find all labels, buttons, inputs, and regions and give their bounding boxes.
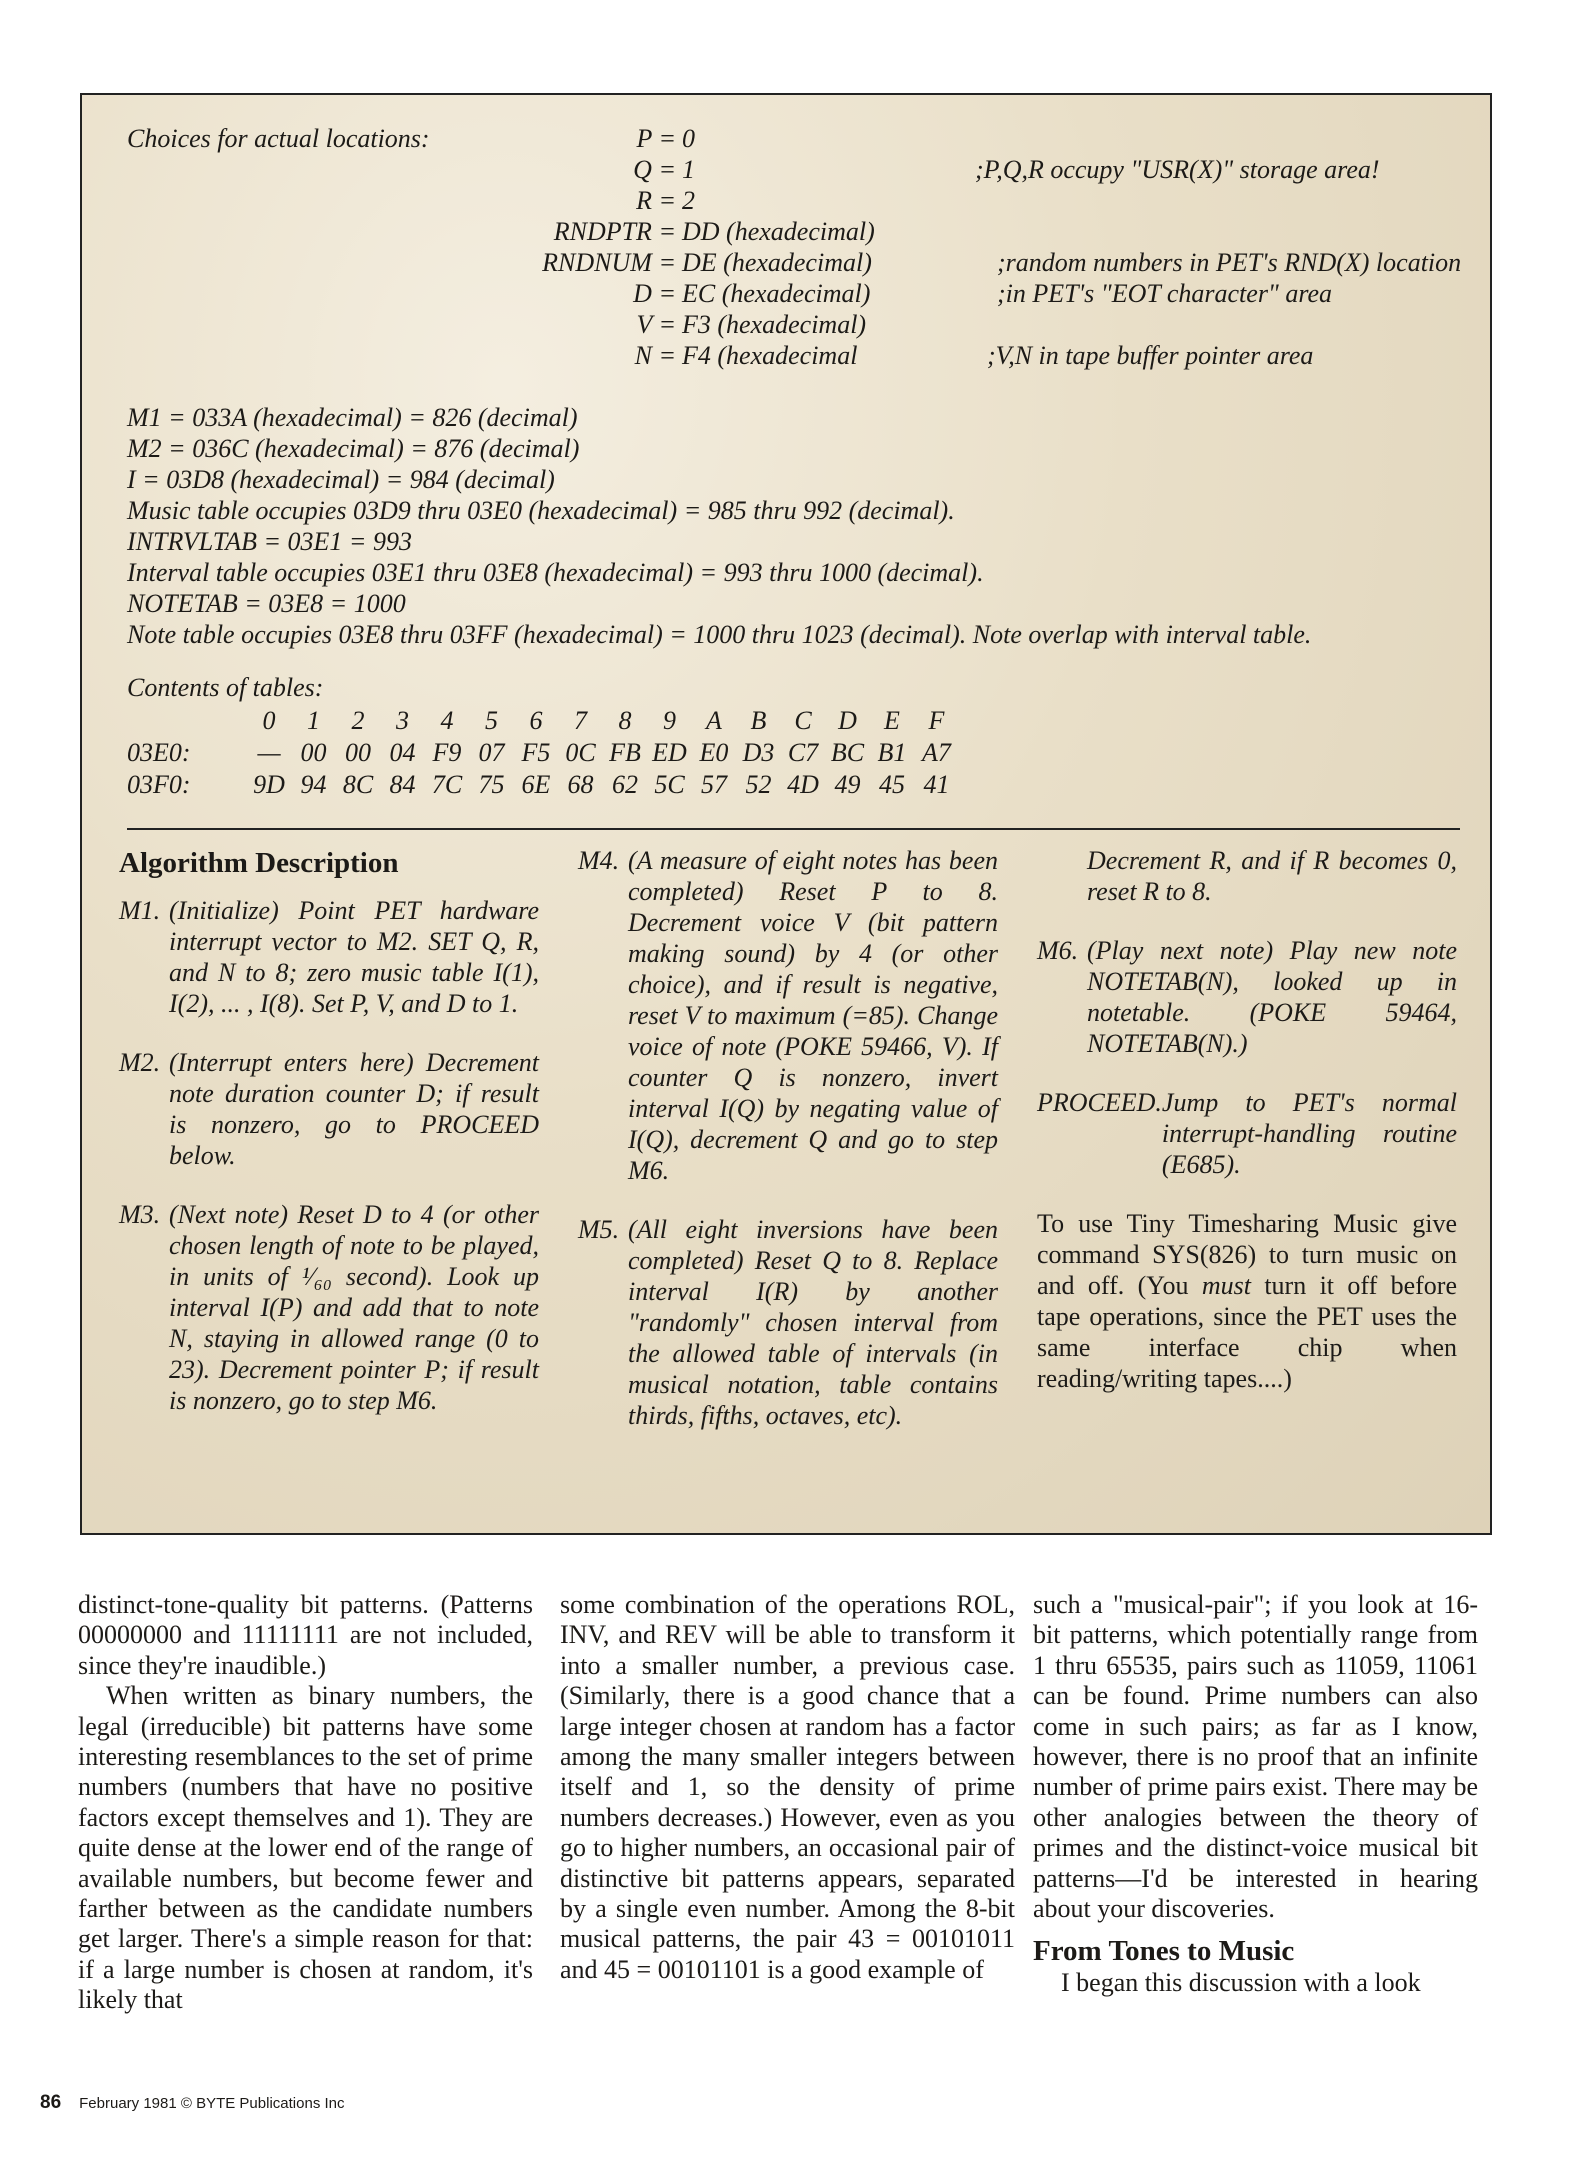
table-cell: 07 [478, 738, 505, 767]
step-m5: M5. (All eight inversions have been completed) Reset Q to 8. Replace interval I(R) by another "randomly" chosen interval from the allowed table of intervals (in musical notation, table contains thirds, fifths, octaves, etc). [578, 1215, 998, 1430]
table-header-cell: 9 [663, 706, 676, 735]
assignment-row: D = EC (hexadecimal) ;in PET's "EOT character" area [633, 279, 1333, 308]
table-header-cell: B [750, 706, 767, 735]
table-row: 03F0: 9D 94 8C 84 7C 75 6E 68 62 5C 57 52 4D 49 45 41 [127, 769, 1127, 801]
table-header-cell: E [884, 706, 900, 735]
body-column-3 [1033, 1590, 1478, 1999]
algorithm-column-1 [119, 845, 539, 1444]
table-cell: BC [830, 738, 865, 767]
section-heading: From Tones to Music [1033, 1935, 1295, 1968]
tables-label: Contents of tables: [127, 673, 324, 702]
step-m5-continued: Decrement R, and if R becomes 0, reset R to 8. [1087, 846, 1457, 906]
page-number: 86 [40, 2092, 62, 2113]
memory-line: Note table occupies 03E8 thru 03FF (hexadecimal) = 1000 thru 1023 (decimal). Note overlap with interval table. [127, 620, 1312, 649]
memory-line: Interval table occupies 03E1 thru 03E8 (hexadecimal) = 993 thru 1000 (decimal). [127, 558, 984, 587]
table-cell: 75 [478, 770, 505, 799]
table-cell: 68 [567, 770, 594, 799]
table-cell: ED [652, 738, 687, 767]
step-m2: M2. (Interrupt enters here) Decrement note duration counter D; if result is nonzero, go to PROCEED below. [119, 1048, 539, 1170]
choices-label: Choices for actual locations: [127, 124, 430, 153]
table-cell: 84 [389, 770, 416, 799]
table-cell: 5C [654, 770, 685, 799]
table-header-row [127, 705, 1127, 737]
table-row: 03E0: — 00 00 04 F9 07 F5 0C FB ED E0 D3 C7 BC B1 A7 [127, 737, 1127, 769]
assignment-row: N = F4 (hexadecimal ;V,N in tape buffer pointer area [634, 341, 1314, 370]
assignment-row: R = 2 [636, 186, 695, 215]
table-cell: 7C [431, 770, 463, 799]
table-cell: 9D [253, 770, 285, 799]
step-proceed: PROCEED. Jump to PET's normal interrupt-handling routine (E685). [1037, 1088, 1457, 1179]
body-paragraph: When written as binary numbers, the legal (irreducible) bit patterns have some interesting resemblances to the set of prime numbers (numbers that have no positive factors except themselves and 1). They are quite dense at the lower end of the range of available numbers, but become fewer and farther between as the candidate numbers get larger. There's a simple reason for that: if a large number is chosen at random, it's likely that [78, 1681, 533, 2015]
body-paragraph: some combination of the operations ROL, INV, and REV will be able to transform it into a smaller number, a previous case. (Similarly, there is a good chance that a large integer chosen at random has a factor among the many smaller integers between itself and 1, so the density of prime numbers decreases.) However, even as you go to higher numbers, an occasional pair of distinctive bit patterns appears, separated by a single even number. Among the 8-bit musical patterns, the pair 43 = 00101011 and 45 = 00101101 is a good example of [560, 1590, 1015, 1984]
table-cell: 00 [345, 738, 371, 767]
table-cell: F9 [432, 738, 462, 767]
step-m3: M3. (Next note) Reset D to 4 (or other chosen length of note to be played, in units of ¹⁄₆₀ second). Look up interval I(P) and add that to note N, staying in allowed range (0 to 23). Decrement pointer P; if result is nonzero, go to step M6. [119, 1200, 539, 1415]
table-header-cell: 0 [262, 706, 276, 735]
memory-line: INTRVLTAB = 03E1 = 993 [127, 527, 412, 556]
body-paragraph: such a "musical-pair"; if you look at 16-bit patterns, which potentially range from 1 thru 65535, pairs such as 11059, 11061 can be found. Prime numbers can also come in such pairs; as far as I know, however, there is no proof that an infinite number of prime pairs exist. There may be other analogies between the theory of primes and the distinct-voice musical bit patterns—I'd be interested in hearing about your discoveries. [1033, 1590, 1478, 1924]
memory-line: NOTETAB = 03E8 = 1000 [127, 589, 406, 618]
table-cell: C7 [787, 738, 819, 767]
table-cell: 62 [612, 770, 638, 799]
footer-text: February 1981 © BYTE Publications Inc [79, 2095, 345, 2112]
table-cell: — [257, 738, 281, 767]
table-header-cell: 5 [485, 706, 498, 735]
algorithm-column-3 [1037, 845, 1457, 1394]
body-column-1 [78, 1590, 533, 2016]
table-cell: 41 [923, 770, 950, 799]
table-cell: 6E [521, 770, 551, 799]
body-column-2 [560, 1590, 1015, 1985]
memory-line: M1 = 033A (hexadecimal) = 826 (decimal) [127, 403, 578, 432]
table-header-cell: 8 [618, 706, 632, 735]
table-header-cell: F [928, 706, 945, 735]
table-cell: 49 [834, 770, 861, 799]
table-cell: 52 [745, 770, 772, 799]
step-m4: M4. (A measure of eight notes has been completed) Reset P to 8. Decrement voice V (bit pattern making sound) by 4 (or other choice), and if result is negative, reset V to maximum (=85). Change voice of note (POKE 59466, V). If counter Q is nonzero, invert interval I(Q) by negating value of I(Q), decrement Q and go to step M6. [578, 846, 998, 1185]
table-cell: FB [609, 738, 641, 767]
algorithm-column-2 [578, 845, 998, 1459]
table-header-cell: 4 [440, 706, 454, 735]
table-cell: 45 [879, 770, 905, 799]
table-cell: 04 [389, 738, 416, 767]
table-cell: B1 [877, 738, 907, 767]
table-cell: 57 [701, 770, 727, 799]
table-cell: 4D [787, 770, 819, 799]
table-header-cell: 7 [574, 706, 587, 735]
assignment-row: V = F3 (hexadecimal) [636, 310, 867, 339]
table-header-cell: A [706, 706, 722, 735]
table-cell: E0 [699, 738, 729, 767]
table-cell: 94 [300, 770, 327, 799]
table-header-cell: 2 [351, 706, 365, 735]
assignment-row: RNDPTR = DD (hexadecimal) [553, 217, 875, 246]
memory-line: M2 = 036C (hexadecimal) = 876 (decimal) [127, 434, 580, 463]
page-footer [40, 2092, 345, 2114]
table-cell: A7 [922, 738, 951, 767]
memory-map [127, 402, 1311, 650]
assignment-row: RNDNUM = DE (hexadecimal) ;random numbers in PET's RND(X) location [542, 248, 1462, 277]
table-cell: D3 [742, 738, 775, 767]
table-header-cell: 6 [529, 706, 543, 735]
table-cell: 00 [300, 738, 327, 767]
table-header-cell: C [794, 706, 812, 735]
table-header-cell: D [838, 706, 857, 735]
assignment-row: Q = 1 ;P,Q,R occupy "USR(X)" storage area! [633, 155, 1380, 184]
step-m1: M1. (Initialize) Point PET hardware interrupt vector to M2. SET Q, R, and N to 8; zero music table I(1), I(2), ... , I(8). Set P, V, and D to 1. [119, 896, 539, 1018]
body-paragraph: distinct-tone-quality bit patterns. (Patterns 00000000 and 11111111 are not included, since they're inaudible.) [78, 1590, 533, 1680]
assignment-row: P = 0 [636, 124, 695, 153]
algorithm-title: Algorithm Description [119, 847, 399, 879]
usage-note: To use Tiny Timesharing Music give command SYS(826) to turn music on and off. (You must turn it off before tape operations, since the PET uses the same interface chip when reading/writing tapes....) [1037, 1209, 1457, 1393]
section-divider [127, 828, 1460, 830]
table-cell: F5 [521, 738, 551, 767]
sidebar-box [80, 93, 1492, 1535]
step-m6: M6. (Play next note) Play new note NOTETAB(N), looked up in notetable. (POKE 59464, NOTETAB(N).) [1037, 936, 1457, 1058]
table-header-cell: 1 [307, 706, 320, 735]
table-cell: 0C [565, 738, 596, 767]
memory-line: I = 03D8 (hexadecimal) = 984 (decimal) [127, 465, 555, 494]
table-header-cell: 3 [396, 706, 409, 735]
memory-line: Music table occupies 03D9 thru 03E0 (hexadecimal) = 985 thru 992 (decimal). [127, 496, 955, 525]
table-cell: 8C [342, 770, 374, 799]
body-paragraph: I began this discussion with a look [1061, 1968, 1421, 1998]
